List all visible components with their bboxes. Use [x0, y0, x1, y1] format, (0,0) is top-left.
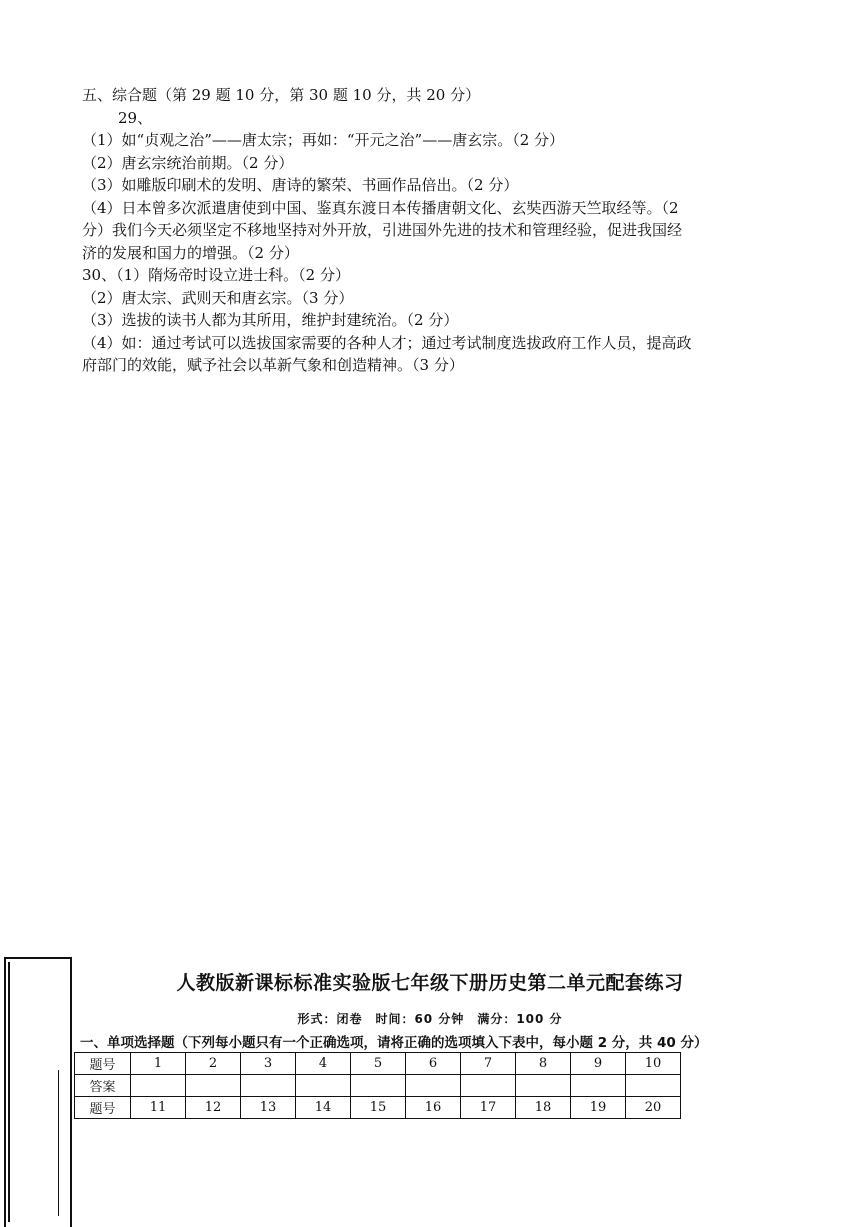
- answer-cell[interactable]: [516, 1075, 571, 1097]
- table-row: [75, 1097, 681, 1119]
- question-number-cell: 2: [186, 1053, 241, 1075]
- answer-cell[interactable]: [406, 1075, 461, 1097]
- answer-cell[interactable]: [241, 1075, 296, 1097]
- table-row: [75, 1075, 681, 1097]
- q29-line: （3）如雕版印刷术的发明、唐诗的繁荣、书画作品倍出。（2 分）: [82, 176, 519, 194]
- question-number-cell: 17: [461, 1097, 516, 1119]
- q29-line: （4）日本曾多次派遣唐使到中国、鉴真东渡日本传播唐朝文化、玄奘西游天竺取经等。（2: [82, 198, 679, 217]
- question-number-cell: 10: [626, 1053, 681, 1075]
- q29-line: 分）我们今天必须坚定不移地坚持对外开放，引进国外先进的技术和管理经验，促进我国经: [82, 221, 683, 239]
- question-number-cell: 12: [186, 1097, 241, 1119]
- answer-cell[interactable]: [461, 1075, 516, 1097]
- row-label: 答案: [75, 1075, 131, 1097]
- table-row: [75, 1053, 681, 1075]
- question-number-cell: 7: [461, 1053, 516, 1075]
- question-number-cell: 1: [131, 1053, 186, 1075]
- answer-table: [74, 1052, 681, 1119]
- q30-line: （4）如：通过考试可以选拔国家需要的各种人才；通过考试制度选拔政府工作人员，提高政: [82, 333, 692, 352]
- comprehensive-answers: [82, 84, 782, 377]
- binding-margin-line: [8, 962, 10, 1222]
- question-number-cell: 4: [296, 1053, 351, 1075]
- section1-heading: 一、单项选择题（下列每小题只有一个正确选项，请将正确的选项填入下表中，每小题 2 分，共 40 分）: [80, 1035, 708, 1051]
- q30-line: （3）选拔的读书人都为其所用，维护封建统治。（2 分）: [82, 311, 459, 329]
- binding-margin-rule: [58, 1070, 59, 1216]
- answer-cell[interactable]: [626, 1075, 681, 1097]
- row-label: 题号: [75, 1053, 131, 1075]
- question-number-cell: 19: [571, 1097, 626, 1119]
- q30-line: 30、（1）隋炀帝时设立进士科。（2 分）: [82, 266, 350, 284]
- question-number-cell: 15: [351, 1097, 406, 1119]
- q29-line: （1）如“贞观之治”——唐太宗；再如：“开元之治”——唐玄宗。（2 分）: [82, 131, 565, 149]
- answer-cell[interactable]: [571, 1075, 626, 1097]
- question-number-cell: 16: [406, 1097, 461, 1119]
- binding-margin-frame: [4, 957, 72, 1227]
- q30-line: 府部门的效能，赋予社会以革新气象和创造精神。（3 分）: [82, 356, 464, 374]
- answer-cell[interactable]: [296, 1075, 351, 1097]
- question-number-cell: 14: [296, 1097, 351, 1119]
- answer-cell[interactable]: [186, 1075, 241, 1097]
- row-label: 题号: [75, 1097, 131, 1119]
- exam-title: 人教版新课标标准实验版七年级下册历史第二单元配套练习: [176, 972, 684, 994]
- q29-line: （2）唐玄宗统治前期。（2 分）: [82, 153, 294, 172]
- q29-line: 济的发展和国力的增强。（2 分）: [82, 243, 299, 262]
- question-number-cell: 9: [571, 1053, 626, 1075]
- question-number-cell: 8: [516, 1053, 571, 1075]
- section-title: 五、综合题（第 29 题 10 分，第 30 题 10 分，共 20 分）: [82, 86, 481, 104]
- question-number-cell: 20: [626, 1097, 681, 1119]
- q30-line: （2）唐太宗、武则天和唐玄宗。（3 分）: [82, 288, 354, 307]
- q29-number: 29、: [118, 108, 153, 127]
- question-number-cell: 18: [516, 1097, 571, 1119]
- question-number-cell: 5: [351, 1053, 406, 1075]
- exam-subtitle: 形式：闭卷 时间：60 分钟 满分：100 分: [297, 1012, 563, 1026]
- question-number-cell: 11: [131, 1097, 186, 1119]
- answer-cell[interactable]: [351, 1075, 406, 1097]
- answer-cell[interactable]: [131, 1075, 186, 1097]
- question-number-cell: 3: [241, 1053, 296, 1075]
- question-number-cell: 13: [241, 1097, 296, 1119]
- question-number-cell: 6: [406, 1053, 461, 1075]
